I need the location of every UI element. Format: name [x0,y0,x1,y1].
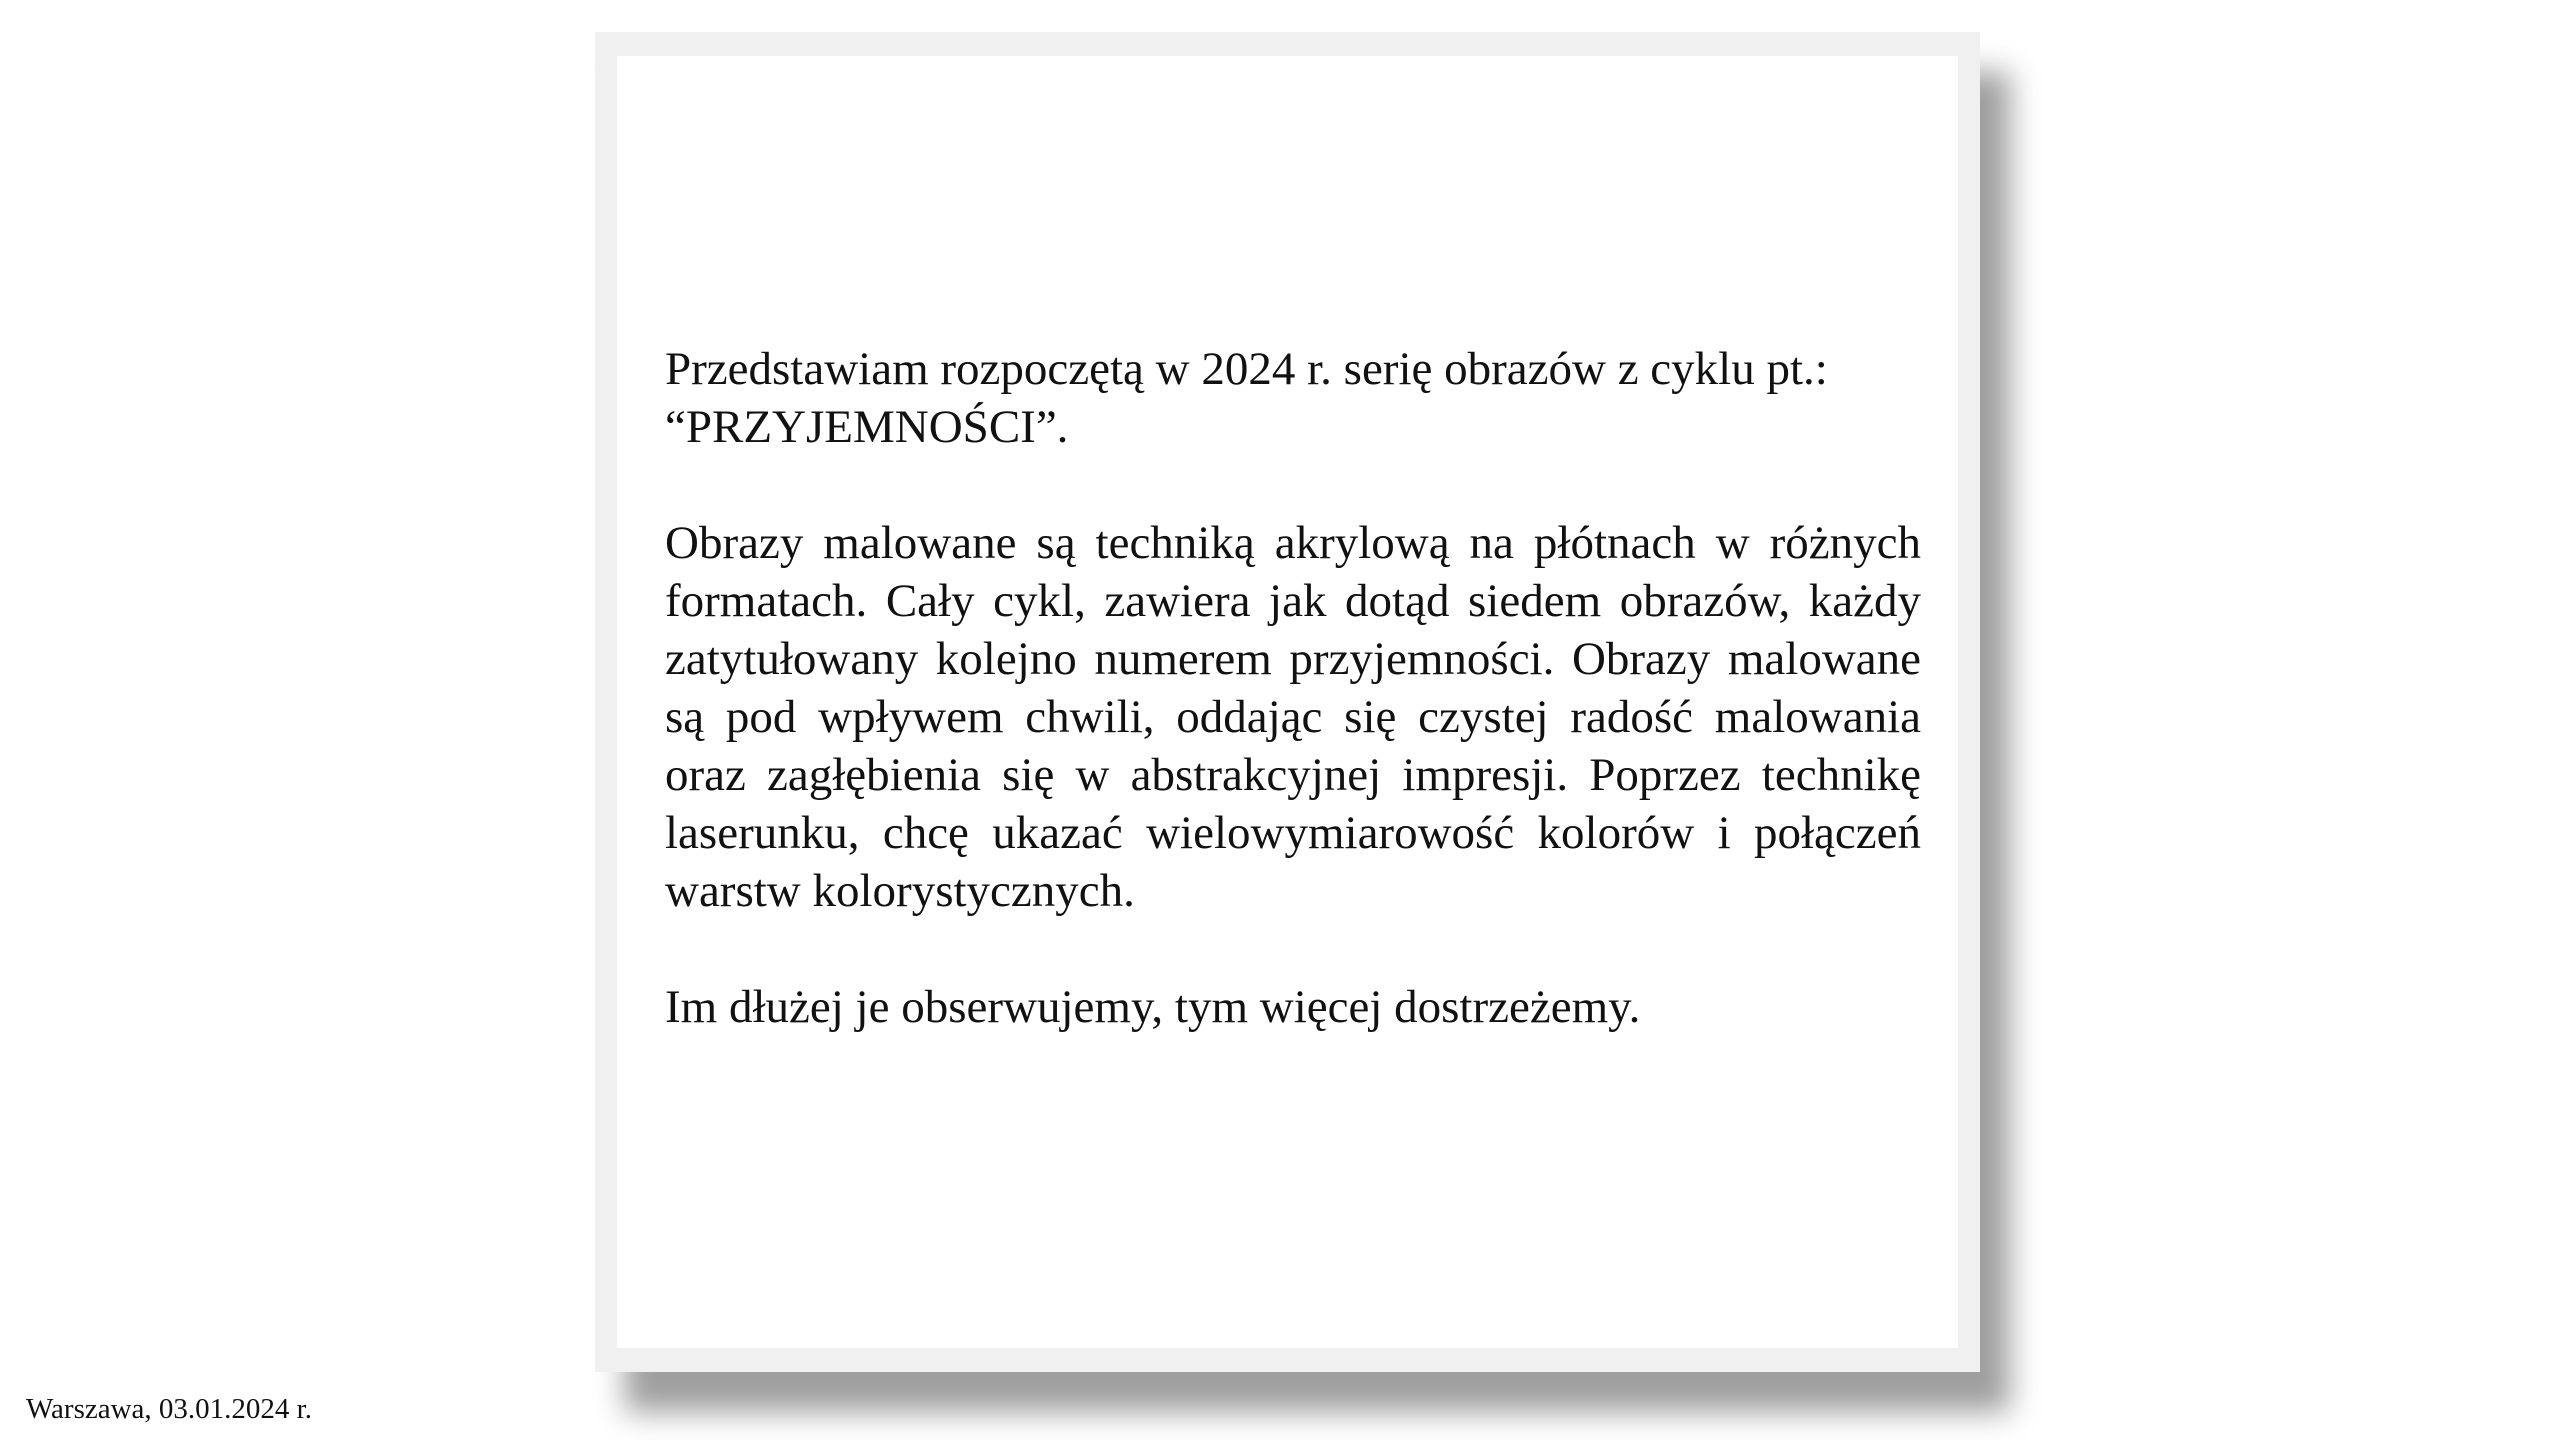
paragraph-spacer [665,456,1921,514]
card-text-block [665,340,1921,1036]
place-and-date: Warszawa, 03.01.2024 r. [26,1393,312,1425]
description-paragraph: Obrazy malowane są techniką akrylową na płótnach w różnych formatach. Cały cykl, zawiera jak dotąd siedem obrazów, każdy zatytułowany kolejno numerem przyjemności. Obrazy malowane są pod wpływem chwili, oddając się czystej radość malowania oraz zagłębienia się w abstrakcyjnej impresji. Poprzez technikę laserunku, chcę ukazać wielowymiarowość kolorów i połączeń warstw kolorystycznych. [665,517,1921,917]
paragraph-spacer [665,920,1921,978]
intro-paragraph: Przedstawiam rozpoczętą w 2024 r. serię obrazów z cyklu pt.: “PRZYJEMNOŚCI”. [665,343,1828,453]
closing-paragraph: Im dłużej je obserwujemy, tym więcej dostrzeżemy. [665,981,1641,1033]
